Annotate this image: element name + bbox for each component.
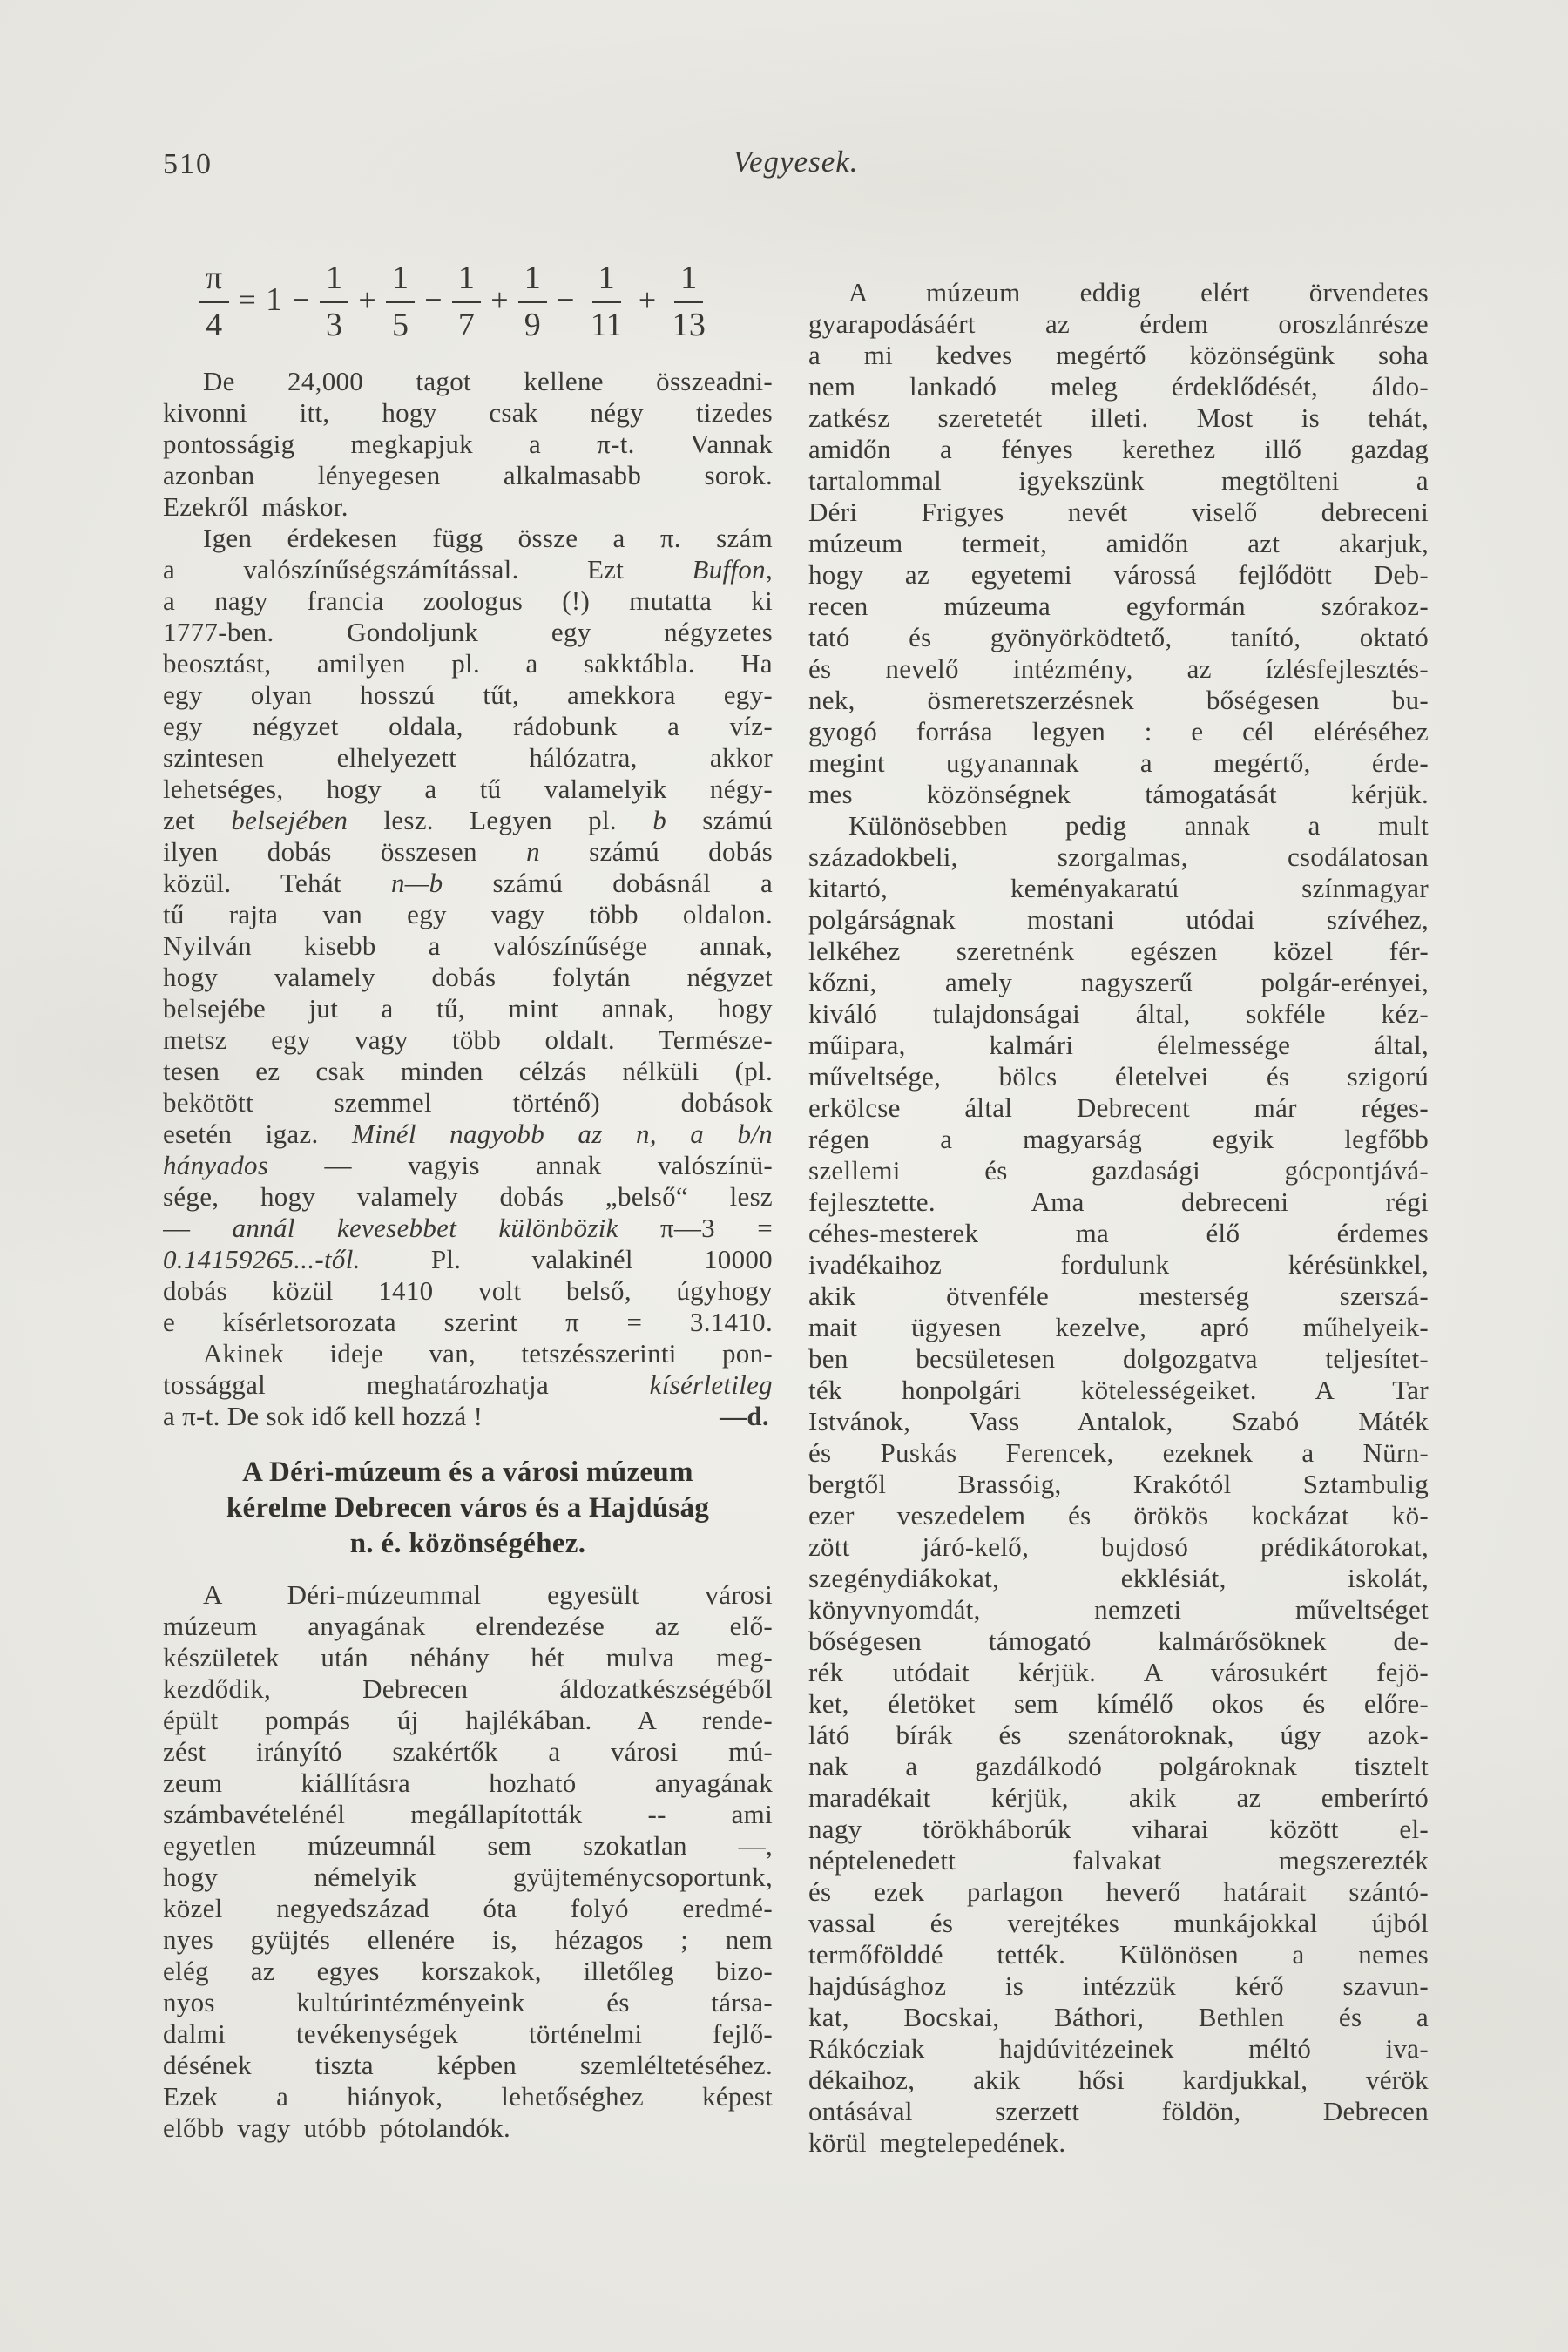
text-line: nem lankadó meleg érdeklődését, áldo- <box>808 371 1429 402</box>
fraction-denominator: 5 <box>391 307 409 343</box>
text-line: désének tiszta képben szemléltetéséhez. <box>163 2050 773 2080</box>
text-line: Istvánok, Vass Antalok, Szabó Máték <box>808 1406 1429 1436</box>
fraction-numerator: 1 <box>452 261 481 303</box>
fraction-numerator: 1 <box>518 261 547 303</box>
fraction-denominator: 13 <box>672 307 706 343</box>
text-line: nak a gazdálkodó polgároknak tisztelt <box>808 1751 1429 1781</box>
text-line: lehetséges, hogy a tű valamelyik négy- <box>163 774 773 804</box>
text-line: Különösebben pedig annak a mult <box>848 810 1429 841</box>
text-line: dalmi tevékenységek történelmi fejlő- <box>163 2018 773 2049</box>
series-fraction <box>585 261 629 341</box>
operator: + <box>638 282 657 317</box>
column-left <box>163 261 773 2144</box>
text-line: tartalommal igyekszünk megtölteni a <box>808 465 1429 496</box>
fraction-numerator: 1 <box>592 261 621 303</box>
text-line: nek, ösmeretszerzésnek bőségesen bu- <box>808 685 1429 715</box>
text-line: Ezek a hiányok, lehetőséghez képest <box>163 2081 773 2112</box>
text-line: egyetlen múzeumnál sem szokatlan —, <box>163 1830 773 1861</box>
text-line: A Déri-múzeummal egyesült városi <box>203 1579 773 1610</box>
fraction-denominator: 7 <box>457 307 476 343</box>
text-line: szellemi és gazdasági gócpontjává- <box>808 1155 1429 1186</box>
text-line: nyes gyüjtés ellenére is, hézagos ; nem <box>163 1924 773 1955</box>
text-line: metsz egy vagy több oldalt. Természe- <box>163 1024 773 1055</box>
text-line: Nyilván kisebb a valószínűsége annak, <box>163 930 773 961</box>
styled-text: n—b <box>390 868 443 898</box>
column-right <box>808 277 1429 2159</box>
styled-text: belsejében <box>231 805 348 835</box>
series-fraction <box>666 261 713 341</box>
series-fraction <box>320 261 348 341</box>
text-line: A múzeum eddig elért örvendetes <box>848 277 1429 308</box>
text-line: hogy valamely dobás folytán négyzet <box>163 962 773 992</box>
text-line: lelkéhez szeretnénk egészen közel fér- <box>808 936 1429 966</box>
text-line: kivonni itt, hogy csak négy tizedes <box>163 397 773 428</box>
series-fraction <box>518 261 547 341</box>
text-line: Igen érdekesen függ össze a π. szám <box>203 523 773 553</box>
line-text: a π-t. De sok idő kell hozzá ! <box>163 1401 483 1431</box>
text-line: Déri Frigyes nevét viselő debreceni <box>808 497 1429 527</box>
text-line: és Puskás Ferencek, ezeknek a Nürn- <box>808 1437 1429 1468</box>
text-line: beosztást, amilyen pl. a sakktábla. Ha <box>163 648 773 679</box>
operator: − <box>292 282 311 317</box>
text-line: épült pompás új hajlékában. A rende- <box>163 1705 773 1735</box>
heading-line: A Déri-múzeum és a városi múzeum <box>242 1456 693 1488</box>
text-line: akik ötvenféle mesterség szerszá- <box>808 1281 1429 1311</box>
text-line: zött járó-kelő, bujdosó prédikátorokat, <box>808 1531 1429 1562</box>
text-line: bekötött szemmel történő) dobások <box>163 1087 773 1118</box>
text-line: tossággal meghatározhatja kísérletileg <box>163 1369 773 1400</box>
heading-line: kérelme Debrecen város és a Hajdúság <box>226 1492 710 1524</box>
text-line: múzeum anyagának elrendezése az elő- <box>163 1611 773 1641</box>
text-line: nagy törökháborúk viharai között el- <box>808 1814 1429 1844</box>
text-line: Akinek ideje van, tetszésszerinti pon- <box>203 1338 773 1369</box>
text-line: vassal és verejtékes munkájokkal újból <box>808 1908 1429 1938</box>
fraction-denominator: 4 <box>206 307 223 343</box>
text-line: zést irányító szakértők a városi mú- <box>163 1736 773 1767</box>
text-line: — annál kevesebbet különbözik π—3 = <box>163 1213 773 1243</box>
text-line: Ezekről máskor. <box>163 491 348 522</box>
page-number: 510 <box>163 148 213 180</box>
styled-text: Minél nagyobb az n, a b/n <box>351 1119 773 1149</box>
text-line: rék utódait kérjük. A városukért fejö- <box>808 1657 1429 1687</box>
text-line: dobás közül 1410 volt belső, úgyhogy <box>163 1275 773 1306</box>
text-line: ivadékaihoz fordulunk kérésünkkel, <box>808 1249 1429 1280</box>
text-line: hányados — vagyis annak valószínü- <box>163 1150 773 1180</box>
text-line: hogy az egyetemi várossá fejlődött Deb- <box>808 559 1429 590</box>
text-line: esetén igaz. Minél nagyobb az n, a b/n <box>163 1119 773 1149</box>
paragraph <box>163 523 773 1338</box>
equals-sign: = <box>238 282 257 317</box>
series-first-term: 1 <box>266 281 283 318</box>
operator: − <box>424 282 443 317</box>
text-line: bergtől Brassóig, Krakótól Sztambulig <box>808 1469 1429 1499</box>
text-line: szintesen elhelyezett hálózatra, akkor <box>163 742 773 773</box>
text-line: megint ugyanannak a megértő, érde- <box>808 747 1429 778</box>
text-line: pontosságig megkapjuk a π-t. Vannak <box>163 429 773 459</box>
styled-text: n <box>526 836 540 867</box>
fraction-numerator: 1 <box>320 261 348 303</box>
paragraph <box>163 1338 773 1432</box>
text-line: előbb vagy utóbb pótolandók. <box>163 2112 511 2143</box>
text-line: ték honpolgári kötelességeiket. A Tar <box>808 1375 1429 1405</box>
text-line: tű rajta van egy vagy több oldalon. <box>163 899 773 929</box>
text-line: műipara, kalmári élelmessége által, <box>808 1030 1429 1060</box>
series-fraction <box>386 261 415 341</box>
text-line: polgárságnak mostani utódai szívéhez, <box>808 904 1429 935</box>
text-line: De 24,000 tagot kellene összeadni- <box>203 366 773 396</box>
text-line: gyarapodásáért az érdem oroszlánrésze <box>808 308 1429 339</box>
text-line <box>163 1401 773 1432</box>
styled-text: hányados <box>163 1150 269 1180</box>
text-line: belsejébe jut a tű, mint annak, hogy <box>163 993 773 1024</box>
fraction-numerator: π <box>199 261 229 303</box>
text-line: szegénydiákokat, ekklésiát, iskolát, <box>808 1563 1429 1593</box>
text-line: múzeum termeit, amidőn azt akarjuk, <box>808 528 1429 558</box>
text-line: közel negyedszázad óta folyó eredmé- <box>163 1893 773 1923</box>
styled-text: b <box>652 805 667 835</box>
text-line: a nagy francia zoologus (!) mutatta ki <box>163 585 773 616</box>
styled-text: kísérletileg <box>649 1369 773 1400</box>
text-line: és nevelő intézmény, az ízlésfejlesztés- <box>808 653 1429 684</box>
text-line: gyogó forrása legyen : e cél eléréséhez <box>808 716 1429 747</box>
author-signature: —d. <box>720 1401 769 1431</box>
text-line: néptelenedett falvakat megszerezték <box>808 1845 1429 1876</box>
text-line: tesen ez csak minden célzás nélküli (pl. <box>163 1056 773 1086</box>
text-line: körül megtelepedének. <box>808 2127 1066 2158</box>
text-line: kőzni, amely nagyszerű polgár-erényei, <box>808 967 1429 997</box>
text-line: ben becsületesen dolgozgatva teljesítet- <box>808 1343 1429 1374</box>
styled-text: Buffon <box>692 554 766 585</box>
text-line: és ezek parlagon heverő határait szántó- <box>808 1876 1429 1907</box>
paragraph <box>163 366 773 523</box>
series-fraction <box>452 261 481 341</box>
text-line: mes közönségnek támogatását kérjük. <box>808 779 1429 809</box>
text-line: nyos kultúrintézményeink és társa- <box>163 1987 773 2017</box>
text-line: maradékait kérjük, akik az emberírtó <box>808 1782 1429 1813</box>
text-line: ezer veszedelem és örökös kockázat kö- <box>808 1500 1429 1531</box>
styled-text: 0.14159265...-től. <box>163 1244 361 1274</box>
text-line: a valószínűségszámítással. Ezt Buffon, <box>163 554 773 585</box>
fraction-denominator: 3 <box>326 307 343 343</box>
text-line: tató és gyönyörködtető, tanító, oktató <box>808 622 1429 652</box>
text-line: hajdúsághoz is intézzük kérő szavun- <box>808 1970 1429 2001</box>
text-line: amidőn a fényes kerethez illő gazdag <box>808 434 1429 464</box>
text-line: ilyen dobás összesen n számú dobás <box>163 836 773 867</box>
text-line: recen múzeuma egyformán szórakoz- <box>808 591 1429 621</box>
text-line: 1777-ben. Gondoljunk egy négyzetes <box>163 617 773 647</box>
text-line: elég az egyes korszakok, illetőleg bizo- <box>163 1956 773 1986</box>
operator: + <box>490 282 509 317</box>
text-line: e kísérletsorozata szerint π = 3.1410. <box>163 1307 773 1337</box>
fraction-denominator: 11 <box>590 307 623 343</box>
fraction-denominator: 9 <box>524 307 542 343</box>
text-line: készületek után néhány hét mulva meg- <box>163 1642 773 1673</box>
text-line: bőségesen támogató kalmárősöknek de- <box>808 1625 1429 1656</box>
running-header: Vegyesek. <box>733 145 859 179</box>
text-line: egy olyan hosszú tűt, amekkora egy- <box>163 679 773 710</box>
fraction-numerator: 1 <box>386 261 415 303</box>
text-line: kezdődik, Debrecen áldozatkészségéből <box>163 1673 773 1704</box>
text-line: sége, hogy valamely dobás „belső“ lesz <box>163 1181 773 1212</box>
paragraph <box>163 1579 773 2144</box>
text-line: termőfölddé tették. Különösen a nemes <box>808 1939 1429 1970</box>
text-line: ket, életöket sem kímélő okos és előre- <box>808 1688 1429 1719</box>
text-line: ontásával szerzett földön, Debrecen <box>808 2096 1429 2126</box>
text-line: zeum kiállításra hozható anyagának <box>163 1767 773 1798</box>
pi-over-4-fraction <box>199 261 229 341</box>
section-heading <box>163 1455 773 1562</box>
text-line: régen a magyarság egyik legfőbb <box>808 1124 1429 1154</box>
operator: − <box>557 282 575 317</box>
text-line: céhes-mesterek ma élő érdemes <box>808 1218 1429 1248</box>
text-line: Rákócziak hajdúvitézeinek méltó iva- <box>808 2033 1429 2064</box>
text-line: kat, Bocskai, Báthori, Bethlen és a <box>808 2002 1429 2032</box>
text-line: azonban lényegesen alkalmasabb sorok. <box>163 460 773 490</box>
text-line: közül. Tehát n—b számú dobásnál a <box>163 868 773 898</box>
text-line: kiváló tulajdonságai által, sokféle kéz- <box>808 998 1429 1029</box>
text-line: számbavételénél megállapították -- ami <box>163 1799 773 1829</box>
text-line: századokbeli, szorgalmas, csodálatosan <box>808 841 1429 872</box>
text-line: egy négyzet oldala, rádobunk a víz- <box>163 711 773 741</box>
text-line: kitartó, keményakaratú színmagyar <box>808 873 1429 903</box>
text-line: műveltsége, bölcs életelvei és szigorú <box>808 1061 1429 1092</box>
text-line: könyvnyomdát, nemzeti műveltséget <box>808 1594 1429 1625</box>
pi-leibniz-series-formula <box>199 261 773 341</box>
styled-text: annál kevesebbet különbözik <box>232 1213 618 1243</box>
operator: + <box>358 282 376 317</box>
text-line: a mi kedves megértő közönségünk soha <box>808 340 1429 370</box>
text-line: fejlesztette. Ama debreceni régi <box>808 1186 1429 1217</box>
text-line: mait ügyesen kezelve, apró műhelyeik- <box>808 1312 1429 1342</box>
heading-line: n. é. közönségéhez. <box>349 1528 586 1559</box>
text-line: látó bírák és szenátoroknak, úgy azok- <box>808 1720 1429 1750</box>
text-line: zatkész szeretetét illeti. Most is tehát, <box>808 402 1429 433</box>
text-line: hogy némelyik gyüjteménycsoportunk, <box>163 1862 773 1892</box>
text-line: zet belsejében lesz. Legyen pl. b számú <box>163 805 773 835</box>
paragraph <box>808 810 1429 2159</box>
text-line: erkölcse által Debrecent már réges- <box>808 1092 1429 1123</box>
text-line: 0.14159265...-től. Pl. valakinél 10000 <box>163 1244 773 1274</box>
text-line: dékaihoz, akik hősi kardjukkal, vérök <box>808 2065 1429 2095</box>
paragraph <box>808 277 1429 810</box>
fraction-numerator: 1 <box>674 261 703 303</box>
